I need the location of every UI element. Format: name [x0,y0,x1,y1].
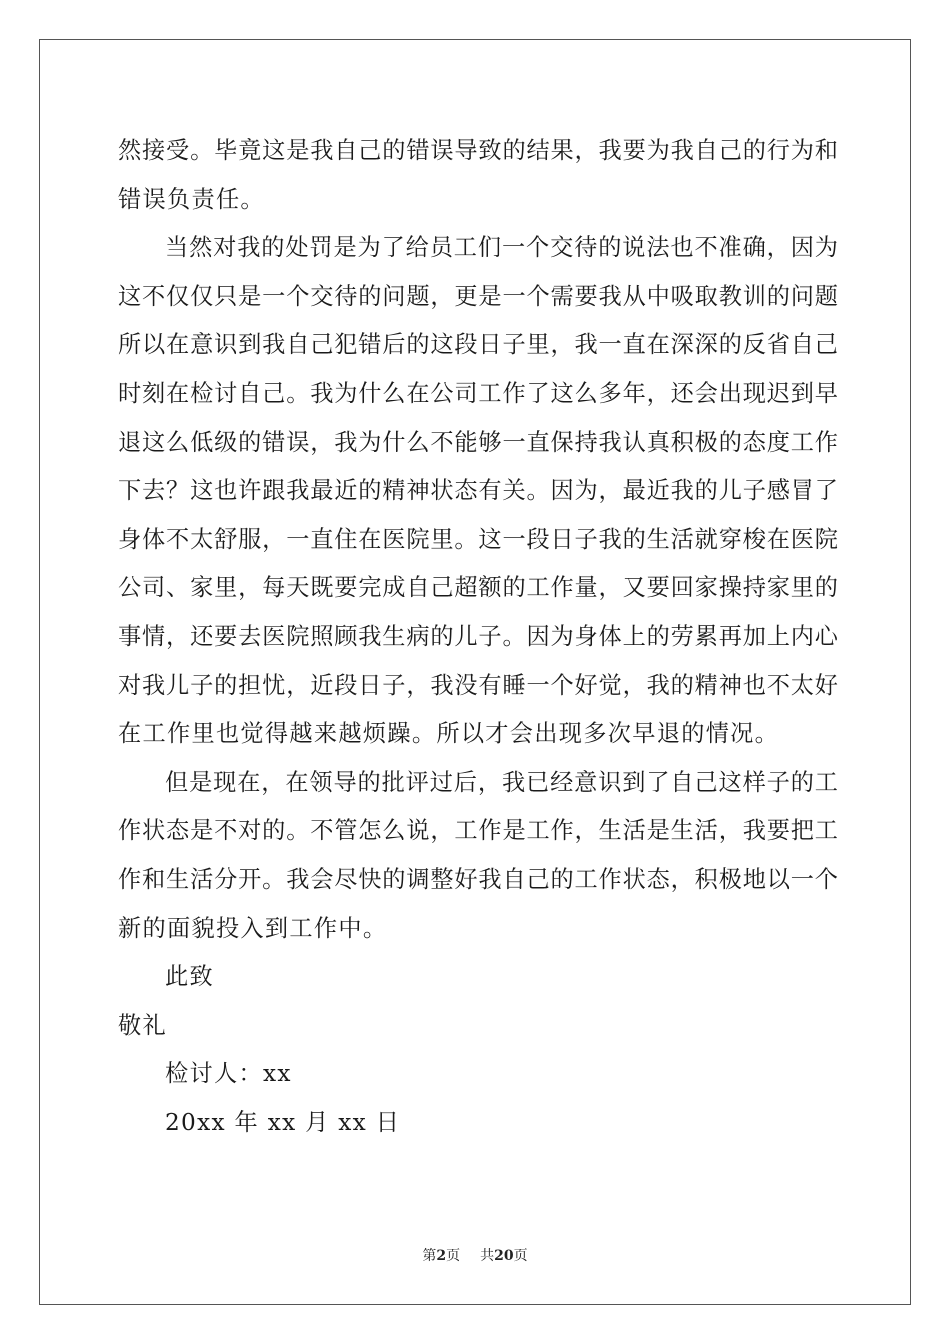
text-line: 但是现在，在领导的批评过后，我已经意识到了自己这样子的工 [165,768,838,796]
text-line: 退这么低级的错误，我为什么不能够一直保持我认真积极的态度工作 [118,428,838,456]
text-line: 身体不太舒服，一直住在医院里。这一段日子我的生活就穿梭在医院 [118,525,838,553]
text-line: 事情，还要去医院照顾我生病的儿子。因为身体上的劳累再加上内心 [118,622,838,650]
letter-body [118,127,838,1147]
footer-page-number: 2 [436,1248,447,1264]
text-line: 然接受。毕竟这是我自己的错误导致的结果，我要为我自己的行为和 [118,137,838,164]
text-line: 所以在意识到我自己犯错后的这段日子里，我一直在深深的反省自己 [118,331,838,359]
text-line: 在工作里也觉得越来越烦躁。所以才会出现多次早退的情况。 [118,720,780,748]
text-line: 下去？这也许跟我最近的精神状态有关。因为，最近我的儿子感冒了 [118,477,838,505]
footer-total-suffix: 页 [513,1248,528,1264]
page-footer [0,1246,950,1266]
text-line: 20xx 年 xx 月 xx 日 [165,1108,401,1136]
text-line: 此致 [165,963,214,991]
text-line: 检讨人：xx [165,1060,292,1088]
footer-page-suffix: 页 [446,1248,461,1264]
text-line: 对我儿子的担忧，近段日子，我没有睡一个好觉，我的精神也不太好 [118,671,838,699]
text-line: 作和生活分开。我会尽快的调整好我自己的工作状态，积极地以一个 [118,865,838,893]
text-line: 作状态是不对的。不管怎么说，工作是工作，生活是生活，我要把工 [118,817,838,845]
footer-page-prefix: 第 [422,1248,437,1264]
text-line: 时刻在检讨自己。我为什么在公司工作了这么多年，还会出现迟到早 [118,379,838,407]
text-line: 敬礼 [118,1011,167,1039]
footer-total-prefix: 共 [480,1248,495,1264]
text-line: 新的面貌投入到工作中。 [118,914,388,942]
footer-total-number: 20 [494,1248,514,1264]
text-line: 这不仅仅只是一个交待的问题，更是一个需要我从中吸取教训的问题 [118,282,838,310]
text-line: 错误负责任。 [118,185,265,213]
text-line: 公司、家里，每天既要完成自己超额的工作量，又要回家操持家里的 [118,574,838,602]
text-line: 当然对我的处罚是为了给员工们一个交待的说法也不准确，因为 [165,234,838,262]
